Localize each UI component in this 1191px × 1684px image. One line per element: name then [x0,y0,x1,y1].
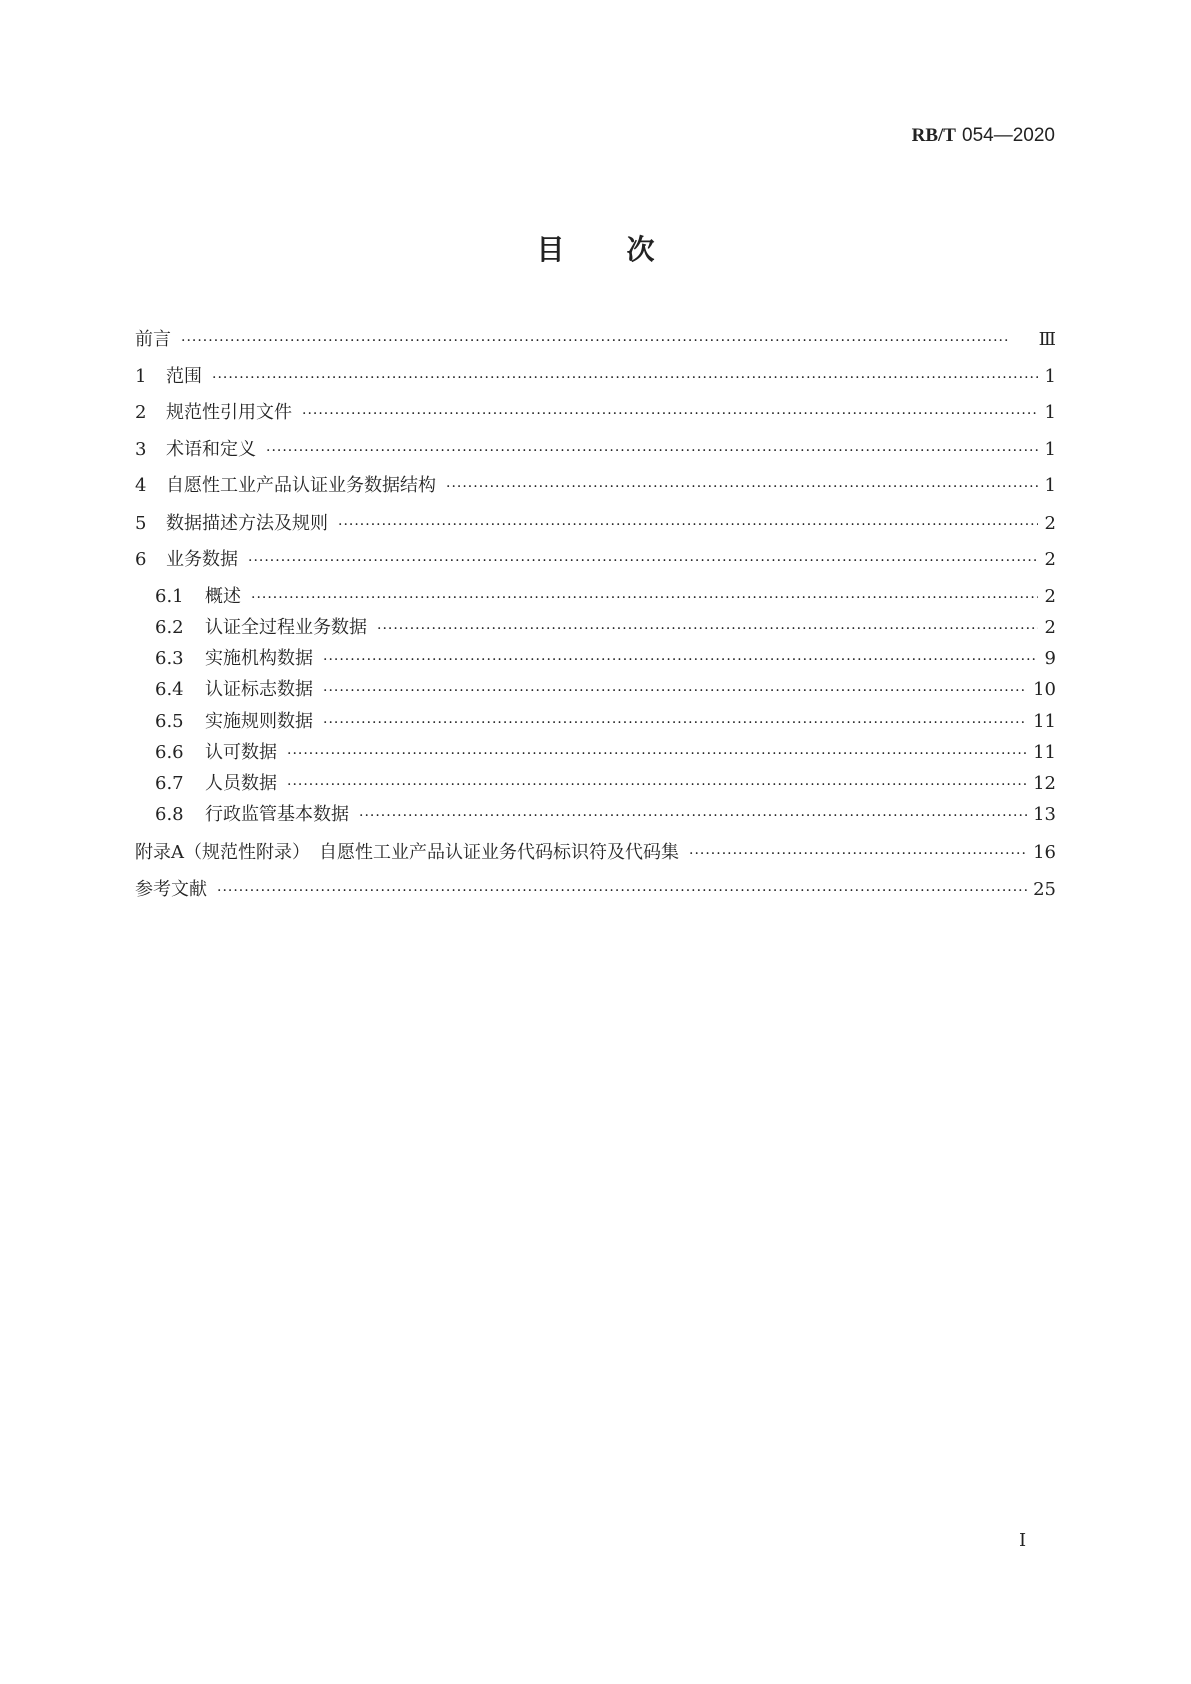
toc-entry-label: 附录A（规范性附录） 自愿性工业产品认证业务代码标识符及代码集 [135,842,679,863]
dot-leader [323,711,1027,735]
toc-entry-page: 1 [1044,439,1056,460]
toc-entry-page: 12 [1033,773,1056,794]
dot-leader [689,842,1027,866]
document-code [912,124,1055,147]
toc-entry-number: 1 [135,366,147,387]
toc-entry-label: 自愿性工业产品认证业务数据结构 [166,475,436,496]
dot-leader [248,549,1038,573]
toc-entry[interactable] [155,647,1056,671]
toc-entry-label: 业务数据 [166,549,238,570]
toc-entry-label: 前言 [135,329,171,350]
standard-number: 054—2020 [962,125,1055,146]
toc-entry-number: 6 [135,549,147,570]
toc-entry-page: Ⅲ [1038,329,1056,350]
toc-entry-label: 范围 [166,366,202,387]
toc-entry-page: 1 [1044,366,1056,387]
dot-leader [287,773,1027,797]
toc-entry-page: 16 [1033,842,1056,863]
toc-entry-label: 实施规则数据 [205,711,313,732]
dot-leader [217,879,1027,903]
toc-entry-number: 4 [135,475,147,496]
toc-entry[interactable] [135,401,1056,425]
toc-entry-number: 6.6 [155,742,184,763]
toc-entry[interactable] [135,474,1056,498]
toc-entry-page: 13 [1033,804,1056,825]
toc-entry[interactable] [155,803,1056,827]
toc-entry-label: 规范性引用文件 [166,402,292,423]
toc-entry-number: 6.5 [155,711,184,732]
toc-entry[interactable] [135,328,1056,352]
toc-entry[interactable] [135,548,1056,572]
toc-entry-page: 2 [1044,586,1056,607]
toc-entry-page: 25 [1033,879,1056,900]
toc-entry-label: 认证标志数据 [205,679,313,700]
toc-entry-page: 2 [1044,617,1056,638]
toc-entry-page: 1 [1044,402,1056,423]
toc-entry-number: 6.1 [155,586,184,607]
standard-prefix: RB/T [911,125,956,146]
toc-entry[interactable] [135,878,1056,902]
dot-leader [251,586,1038,610]
toc-entry[interactable] [135,365,1056,389]
dot-leader [359,804,1027,828]
toc-entry-label: 人员数据 [205,773,277,794]
toc-entry-page: 11 [1033,711,1056,732]
toc-entry-page: 11 [1033,742,1056,763]
toc-entry-number: 5 [135,513,147,534]
toc-entry-number: 2 [135,402,147,423]
toc-entry-number: 6.8 [155,804,184,825]
dot-leader [323,648,1038,672]
toc-entry-label: 认可数据 [205,742,277,763]
dot-leader [181,329,1033,353]
toc-entry[interactable] [155,616,1056,640]
dot-leader [212,366,1038,390]
page-title: 目次 [536,233,717,266]
toc-entry-label: 实施机构数据 [205,648,313,669]
toc-entry-number: 6.3 [155,648,184,669]
toc-entry-label: 数据描述方法及规则 [166,513,328,534]
toc-entry-label: 认证全过程业务数据 [205,617,367,638]
toc-entry-number: 6.7 [155,773,184,794]
toc-entry[interactable] [135,841,1056,865]
dot-leader [302,402,1038,426]
toc-entry-label: 参考文献 [135,879,207,900]
toc-entry-page: 2 [1044,513,1056,534]
toc-entry-page: 10 [1033,679,1056,700]
toc-entry[interactable] [155,585,1056,609]
toc-entry-label: 术语和定义 [166,439,256,460]
toc-entry[interactable] [155,678,1056,702]
toc-entry-page: 9 [1044,648,1056,669]
toc-entry-number: 6.4 [155,679,184,700]
toc-entry[interactable] [155,772,1056,796]
dot-leader [287,742,1027,766]
dot-leader [338,513,1038,537]
toc-entry-page: 2 [1044,549,1056,570]
dot-leader [446,475,1038,499]
toc-entry-page: 1 [1044,475,1056,496]
toc-entry-label: 行政监管基本数据 [205,804,349,825]
toc-entry-number: 3 [135,439,147,460]
page-number: I [1019,1530,1027,1551]
toc-entry[interactable] [135,438,1056,462]
dot-leader [323,679,1027,703]
toc-entry[interactable] [155,710,1056,734]
toc-entry[interactable] [155,741,1056,765]
toc-entry-label: 概述 [205,586,241,607]
toc-entry[interactable] [135,512,1056,536]
toc-entry-number: 6.2 [155,617,184,638]
dot-leader [377,617,1038,641]
dot-leader [266,439,1038,463]
